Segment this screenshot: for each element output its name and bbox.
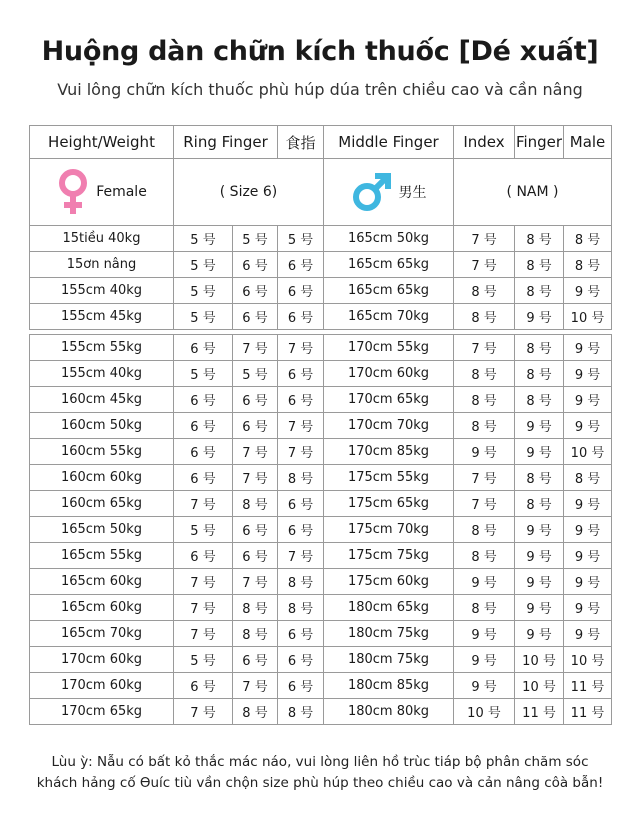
table-cell: 160cm 55kg: [30, 439, 174, 465]
table-cell: 8 号: [278, 569, 324, 595]
table-cell: 7 号: [174, 569, 233, 595]
table-row: [30, 465, 612, 491]
table-cell: 165cm 65kg: [324, 252, 454, 278]
table-cell: 6 号: [233, 387, 278, 413]
table-cell: 6 号: [174, 387, 233, 413]
table-cell: 8 号: [515, 465, 564, 491]
table-cell: 9 号: [515, 569, 564, 595]
table-cell: 180cm 75kg: [324, 647, 454, 673]
table-cell: 175cm 65kg: [324, 491, 454, 517]
table-cell: 5 号: [174, 278, 233, 304]
table-cell: 7 号: [454, 465, 515, 491]
table-cell: 180cm 80kg: [324, 699, 454, 725]
table-row: [30, 673, 612, 699]
table-cell: 155cm 40kg: [30, 361, 174, 387]
table-cell: 7 号: [278, 413, 324, 439]
table-cell: 9 号: [454, 569, 515, 595]
table-row: [30, 439, 612, 465]
footer-note: [20, 752, 620, 794]
table-cell: 10 号: [454, 699, 515, 725]
table-cell: 160cm 60kg: [30, 465, 174, 491]
table-cell: 8 号: [454, 361, 515, 387]
table-cell: 9 号: [564, 335, 612, 361]
table-row: [30, 543, 612, 569]
table-cell: 6 号: [278, 252, 324, 278]
table-cell: 7 号: [454, 226, 515, 252]
table-cell: 7 号: [174, 621, 233, 647]
header-male: Male: [564, 126, 612, 159]
gender-row: [30, 159, 612, 226]
table-cell: 165cm 70kg: [30, 621, 174, 647]
table-cell: 5 号: [278, 226, 324, 252]
table-cell: 175cm 75kg: [324, 543, 454, 569]
table-cell: 170cm 60kg: [324, 361, 454, 387]
table-cell: 165cm 60kg: [30, 569, 174, 595]
table-cell: 9 号: [564, 491, 612, 517]
table-cell: 180cm 85kg: [324, 673, 454, 699]
table-cell: 10 号: [515, 647, 564, 673]
table-row: [30, 361, 612, 387]
header-finger: Finger: [515, 126, 564, 159]
table-cell: 11 号: [564, 699, 612, 725]
table-row: [30, 595, 612, 621]
table-cell: 8 号: [515, 226, 564, 252]
table-cell: 7 号: [454, 335, 515, 361]
table-cell: 9 号: [515, 439, 564, 465]
page-subtitle: Vui lông chữn kích thuốc phù húp dúa trên chiều cao và cần nâng: [57, 80, 583, 99]
table-cell: 8 号: [564, 465, 612, 491]
table-cell: 5 号: [174, 304, 233, 330]
table-cell: 175cm 70kg: [324, 517, 454, 543]
table-row: [30, 413, 612, 439]
table-cell: 9 号: [454, 439, 515, 465]
table-cell: 6 号: [233, 252, 278, 278]
table-cell: 10 号: [515, 673, 564, 699]
table-row: [30, 569, 612, 595]
table-cell: 7 号: [233, 673, 278, 699]
female-label: Female: [96, 184, 147, 200]
table-cell: 160cm 50kg: [30, 413, 174, 439]
table-cell: 6 号: [278, 387, 324, 413]
header-index: Index: [454, 126, 515, 159]
table-row: [30, 304, 612, 330]
table-cell: 170cm 70kg: [324, 413, 454, 439]
table-cell: 7 号: [174, 699, 233, 725]
table-cell: 6 号: [233, 517, 278, 543]
table-cell: 10 号: [564, 647, 612, 673]
table-cell: 170cm 85kg: [324, 439, 454, 465]
table-cell: 165cm 65kg: [324, 278, 454, 304]
table-cell: 9 号: [515, 543, 564, 569]
table-row: [30, 491, 612, 517]
table-row: [30, 278, 612, 304]
table-row: [30, 226, 612, 252]
table-cell: 8 号: [564, 226, 612, 252]
table-cell: 8 号: [454, 413, 515, 439]
table-cell: 175cm 55kg: [324, 465, 454, 491]
table-cell: 6 号: [174, 335, 233, 361]
table-cell: 5 号: [174, 517, 233, 543]
note-line-2: khách hảng cố Ѳuíc tiù vần chộn size phù húp theo chiều cao và cản nâng côà bẫn!: [36, 775, 604, 791]
header-ring-finger: Ring Finger: [174, 126, 278, 159]
table-cell: 6 号: [174, 543, 233, 569]
table-row: [30, 699, 612, 725]
table-cell: 6 号: [278, 304, 324, 330]
table-cell: 170cm 60kg: [30, 647, 174, 673]
table-cell: 165cm 70kg: [324, 304, 454, 330]
table-cell: 9 号: [564, 278, 612, 304]
table-cell: 6 号: [174, 413, 233, 439]
table-cell: 8 号: [278, 595, 324, 621]
male-cell: [324, 159, 454, 226]
table-cell: 7 号: [278, 335, 324, 361]
table-cell: 9 号: [564, 595, 612, 621]
table-cell: 10 号: [564, 304, 612, 330]
table-cell: 6 号: [233, 304, 278, 330]
table-cell: 8 号: [233, 491, 278, 517]
table-cell: 9 号: [564, 543, 612, 569]
table-cell: 8 号: [454, 278, 515, 304]
table-cell: 9 号: [564, 361, 612, 387]
table-cell: 7 号: [454, 491, 515, 517]
table-cell: 180cm 75kg: [324, 621, 454, 647]
table-cell: 170cm 65kg: [30, 699, 174, 725]
table-cell: 9 号: [515, 595, 564, 621]
table-cell: 8 号: [454, 595, 515, 621]
table-cell: 9 号: [515, 304, 564, 330]
table-cell: 170cm 60kg: [30, 673, 174, 699]
male-size-cell: ( NAM ): [454, 159, 612, 226]
table-cell: 6 号: [233, 278, 278, 304]
table-cell: 165cm 60kg: [30, 595, 174, 621]
table-row: [30, 647, 612, 673]
table-cell: 160cm 65kg: [30, 491, 174, 517]
table-cell: 8 号: [454, 304, 515, 330]
table-cell: 6 号: [278, 647, 324, 673]
table-cell: 165cm 50kg: [324, 226, 454, 252]
table-cell: 8 号: [515, 491, 564, 517]
header-row: [30, 126, 612, 159]
table-cell: 8 号: [564, 252, 612, 278]
table-cell: 6 号: [278, 278, 324, 304]
table-cell: 7 号: [233, 439, 278, 465]
table-row: [30, 387, 612, 413]
table-cell: 165cm 50kg: [30, 517, 174, 543]
table-cell: 6 号: [174, 673, 233, 699]
male-label: 男生: [398, 185, 427, 201]
table-cell: 11 号: [564, 673, 612, 699]
table-cell: 8 号: [454, 517, 515, 543]
table-cell: 8 号: [515, 361, 564, 387]
table-cell: 170cm 65kg: [324, 387, 454, 413]
table-cell: 9 号: [564, 387, 612, 413]
table-cell: 6 号: [278, 673, 324, 699]
table-cell: 8 号: [278, 699, 324, 725]
table-cell: 7 号: [233, 335, 278, 361]
table-row: [30, 517, 612, 543]
table-cell: 170cm 55kg: [324, 335, 454, 361]
table-cell: 6 号: [278, 621, 324, 647]
table-cell: 9 号: [515, 517, 564, 543]
table-cell: 10 号: [564, 439, 612, 465]
table-cell: 6 号: [174, 465, 233, 491]
table-row: [30, 621, 612, 647]
table-cell: 9 号: [454, 647, 515, 673]
table-cell: 8 号: [233, 595, 278, 621]
header-height-weight: Height/Weight: [30, 126, 174, 159]
table-cell: 165cm 55kg: [30, 543, 174, 569]
female-cell: [30, 159, 174, 226]
table-cell: 7 号: [233, 569, 278, 595]
male-symbol-icon: [351, 171, 393, 213]
table-cell: 8 号: [515, 252, 564, 278]
table-cell: 8 号: [515, 278, 564, 304]
table-cell: 155cm 45kg: [30, 304, 174, 330]
table-cell: 160cm 45kg: [30, 387, 174, 413]
table-cell: 6 号: [174, 439, 233, 465]
table-cell: 8 号: [515, 387, 564, 413]
table-cell: 8 号: [454, 387, 515, 413]
table-cell: 6 号: [278, 517, 324, 543]
table-cell: 6 号: [233, 543, 278, 569]
table-cell: 9 号: [515, 413, 564, 439]
table-cell: 155cm 40kg: [30, 278, 174, 304]
table-cell: 5 号: [174, 361, 233, 387]
table-cell: 6 号: [233, 647, 278, 673]
female-symbol-icon: [56, 168, 90, 216]
table-cell: 5 号: [174, 252, 233, 278]
table-cell: 9 号: [564, 621, 612, 647]
table-row: [30, 252, 612, 278]
table-cell: 6 号: [278, 491, 324, 517]
table-cell: 7 号: [278, 543, 324, 569]
table-cell: 7 号: [233, 465, 278, 491]
table-cell: 15ơn nâng: [30, 252, 174, 278]
table-cell: 7 号: [454, 252, 515, 278]
table-cell: 155cm 55kg: [30, 335, 174, 361]
table-cell: 9 号: [454, 673, 515, 699]
table-cell: 9 号: [564, 569, 612, 595]
page-title: Huộng dàn chữn kích thuốc [Dé xuất]: [41, 36, 599, 67]
table-cell: 6 号: [278, 361, 324, 387]
table-cell: 180cm 65kg: [324, 595, 454, 621]
table-cell: 9 号: [564, 413, 612, 439]
table-cell: 5 号: [233, 361, 278, 387]
table-cell: 9 号: [564, 517, 612, 543]
table-cell: 8 号: [278, 465, 324, 491]
table-cell: 5 号: [174, 647, 233, 673]
table-cell: 8 号: [515, 335, 564, 361]
table-cell: 7 号: [174, 491, 233, 517]
table-cell: 175cm 60kg: [324, 569, 454, 595]
table-cell: 5 号: [174, 226, 233, 252]
table-cell: 9 号: [515, 621, 564, 647]
header-index-finger-cn: 食指: [278, 126, 324, 159]
table-cell: 7 号: [174, 595, 233, 621]
table-cell: 8 号: [454, 543, 515, 569]
table-cell: 8 号: [233, 699, 278, 725]
table-cell: 5 号: [233, 226, 278, 252]
table-cell: 7 号: [278, 439, 324, 465]
header-middle-finger: Middle Finger: [324, 126, 454, 159]
table-cell: 6 号: [233, 413, 278, 439]
table-cell: 11 号: [515, 699, 564, 725]
female-size-cell: ( Size 6): [174, 159, 324, 226]
table-row: [30, 335, 612, 361]
table-cell: 15tiều 40kg: [30, 226, 174, 252]
table-cell: 9 号: [454, 621, 515, 647]
table-cell: 8 号: [233, 621, 278, 647]
size-chart-table: [29, 125, 612, 725]
note-line-1: Lùu ỳ: Nẫu có bất kỏ thắc mác náo, vui lòng liên hồ trùc tiáp bộ phân chăm sóc: [51, 754, 589, 770]
